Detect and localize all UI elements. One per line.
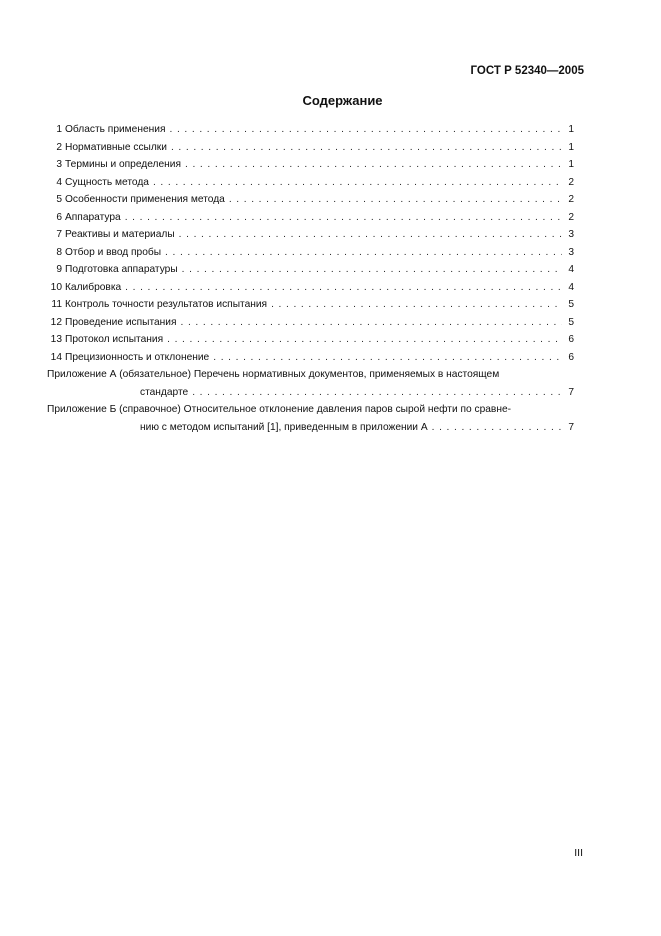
toc-entry-2[interactable]: [47, 139, 574, 157]
page-number: III: [574, 847, 583, 859]
toc-entry-page: 1: [568, 124, 574, 135]
dot-leader: [169, 121, 562, 139]
toc-entry-page: 7: [568, 421, 574, 433]
toc-entry-page: 5: [568, 316, 574, 328]
toc-entry-number: 10: [50, 281, 62, 293]
toc-entry-label: Протокол испытания: [65, 334, 164, 345]
dot-leader: [229, 191, 562, 209]
toc-entry-page: 4: [568, 281, 574, 293]
toc-entry-3[interactable]: [47, 156, 574, 174]
toc-entry-page: 2: [568, 194, 574, 205]
dot-leader: [181, 314, 563, 332]
toc-entry-number: 7: [56, 229, 62, 240]
toc-entry-label: Аппаратура: [65, 211, 121, 223]
toc-entry-page: 1: [568, 141, 574, 153]
toc-entry-number: 6: [56, 211, 62, 223]
toc-entry-page: 1: [568, 159, 574, 170]
toc-entry-page: 7: [568, 386, 574, 398]
dot-leader: [125, 209, 562, 227]
dot-leader: [271, 296, 562, 314]
toc-entry-number: 11: [51, 299, 62, 310]
toc-entry-7[interactable]: [47, 226, 574, 244]
toc-entry-1[interactable]: [47, 121, 574, 139]
toc-entry-14[interactable]: [47, 349, 574, 367]
toc-entry-page: 4: [568, 264, 574, 275]
toc-entry-13[interactable]: [47, 331, 574, 349]
toc-entry-5[interactable]: [47, 191, 574, 209]
dot-leader: [185, 156, 562, 174]
dot-leader: [432, 419, 562, 437]
toc-entry-number: 9: [56, 264, 62, 275]
appendix-title-continuation: нию с методом испытаний [1], приведенным в приложении А: [140, 421, 428, 433]
dot-leader: [165, 244, 562, 262]
toc-entry-number: 14: [50, 351, 62, 363]
toc-entry-page: 2: [568, 211, 574, 223]
toc-entry-9[interactable]: [47, 261, 574, 279]
toc-entry-number: 5: [56, 194, 62, 205]
appendix-title-continuation: стандарте: [140, 386, 189, 398]
toc-appendix-b[interactable]: [47, 401, 574, 436]
dot-leader: [167, 331, 562, 349]
toc-entry-number: 2: [56, 141, 62, 153]
toc-entry-12[interactable]: [47, 314, 574, 332]
toc-entry-label: Подготовка аппаратуры: [65, 264, 178, 275]
toc-entry-label: Особенности применения метода: [65, 194, 225, 205]
toc-entry-page: 6: [568, 334, 574, 345]
toc-entry-number: 13: [50, 334, 62, 345]
dot-leader: [179, 226, 562, 244]
toc-entry-4[interactable]: [47, 174, 574, 192]
toc-entry-label: Термины и определения: [65, 159, 181, 170]
toc-entry-label: Сущность метода: [65, 176, 149, 188]
toc-entry-number: 8: [56, 246, 62, 258]
toc-entry-label: Контроль точности результатов испытания: [65, 299, 268, 310]
toc-entry-label: Нормативные ссылки: [65, 141, 167, 153]
appendix-title-line: Приложение А (обязательное) Перечень нормативных документов, применяемых в настоящем: [47, 369, 500, 380]
toc-title: Содержание: [302, 93, 383, 108]
toc-entry-8[interactable]: [47, 244, 574, 262]
toc-entry-number: 12: [50, 316, 62, 328]
toc-entry-label: Область применения: [65, 124, 166, 135]
dot-leader: [125, 279, 562, 297]
toc-entry-page: 2: [568, 176, 574, 188]
toc-entry-number: 3: [56, 159, 62, 170]
toc-entry-page: 3: [568, 246, 574, 258]
toc-entry-label: Прецизионность и отклонение: [65, 351, 210, 363]
toc-entry-page: 6: [568, 351, 574, 363]
toc-entry-11[interactable]: [47, 296, 574, 314]
dot-leader: [192, 384, 562, 402]
toc-entry-label: Калибровка: [65, 281, 122, 293]
toc-entry-page: 5: [568, 299, 574, 310]
appendix-title-line: Приложение Б (справочное) Относительное отклонение давления паров сырой нефти по сравне-: [47, 404, 512, 415]
dot-leader: [171, 139, 562, 157]
toc-entry-label: Реактивы и материалы: [65, 229, 175, 240]
toc-entry-6[interactable]: [47, 209, 574, 227]
toc-entry-label: Отбор и ввод пробы: [65, 246, 162, 258]
document-code: ГОСТ Р 52340—2005: [470, 65, 584, 77]
dot-leader: [213, 349, 562, 367]
table-of-contents: [47, 121, 574, 436]
toc-appendix-a[interactable]: [47, 366, 574, 401]
toc-entry-number: 4: [56, 176, 62, 188]
toc-entry-label: Проведение испытания: [65, 316, 177, 328]
toc-entry-page: 3: [568, 229, 574, 240]
toc-entry-number: 1: [56, 124, 62, 135]
dot-leader: [153, 174, 562, 192]
dot-leader: [182, 261, 562, 279]
toc-entry-10[interactable]: [47, 279, 574, 297]
